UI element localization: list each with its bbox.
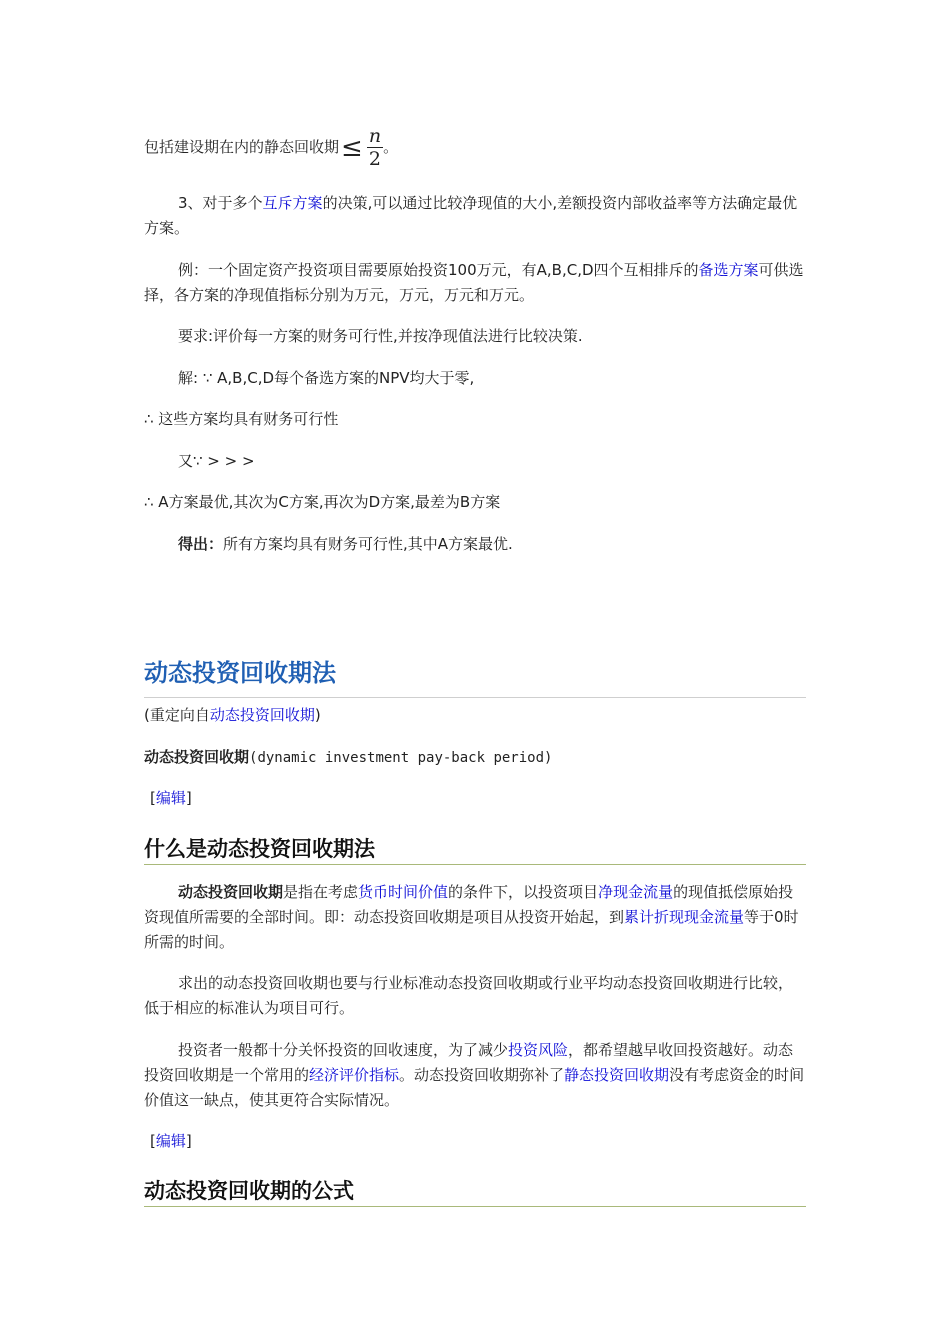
static-period-text: 包括建设期在内的静态回收期	[144, 138, 340, 156]
definition-text-3: 的现值抵偿原始投资现值所需要的全部时间。即：动态投资回收期是项目从投资开始起，到	[144, 883, 794, 926]
alternative-plan-link[interactable]: 备选方案	[698, 261, 759, 279]
edit-link[interactable]: 编辑	[155, 1132, 186, 1150]
definition-term: 动态投资回收期	[178, 883, 284, 901]
static-period-line	[144, 118, 398, 177]
investor-text-4: 没有考虑资金的时间价值这一缺点，使其更符合实际情况。	[144, 1066, 805, 1109]
investor-text-1: 投资者一般都十分关怀投资的回收速度，为了减少	[178, 1041, 509, 1059]
fraction-denominator: 2	[368, 148, 381, 170]
fraction-numerator: n	[368, 125, 382, 147]
investor-text-2: ，都希望越早收回投资越好。动态投资回收期是一个常用的	[144, 1041, 794, 1084]
definition-paragraph	[144, 880, 806, 955]
redirect-suffix: )	[314, 706, 321, 724]
definition-text-4: 等于0时所需的时间。	[144, 908, 799, 951]
requirement-text: 要求:评价每一方案的财务可行性,并按净现值法进行比较决策.	[178, 327, 583, 345]
therefore-ranking-text: ∴ A方案最优,其次为C方案,再次为D方案,最差为B方案	[144, 493, 501, 511]
formula-period: 。	[383, 138, 399, 156]
formula-heading: 动态投资回收期的公式	[144, 1176, 806, 1207]
point-3-prefix: 3、对于多个	[178, 194, 263, 212]
edit-link[interactable]: 编辑	[155, 789, 186, 807]
investment-risk-link[interactable]: 投资风险	[508, 1041, 569, 1059]
example-prefix: 例：一个固定资产投资项目需要原始投资100万元，有A,B,C,D四个互相排斥的	[178, 261, 699, 279]
definition-text-1: 是指在考虑	[283, 883, 359, 901]
net-cash-flow-link[interactable]: 净现金流量	[598, 883, 674, 901]
term-definition-line	[144, 745, 552, 771]
example-paragraph	[144, 258, 806, 308]
conclusion-text: 所有方案均具有财务可行性,其中A方案最优.	[223, 535, 513, 553]
cumulative-discounted-cash-flow-link[interactable]: 累计折现现金流量	[624, 908, 745, 926]
term-bold: 动态投资回收期	[144, 748, 250, 766]
point-3-suffix: 的决策,可以通过比较净现值的大小,差额投资内部收益率等方法确定最优方案。	[144, 194, 798, 237]
conclusion-paragraph	[144, 532, 806, 557]
therefore-feasible-text: ∴ 这些方案均具有财务可行性	[144, 410, 339, 428]
edit-section-1: [编辑]	[150, 789, 192, 807]
static-payback-link[interactable]: 静态投资回收期	[564, 1066, 670, 1084]
edit-section-2: [编辑]	[150, 1132, 192, 1150]
fraction-n-over-2	[367, 125, 383, 170]
example-suffix: 可供选择，各方案的净现值指标分别为万元，万元，万元和万元。	[144, 261, 804, 304]
comparison-paragraph: 求出的动态投资回收期也要与行业标准动态投资回收期或行业平均动态投资回收期进行比较，低于相应的标准认为项目可行。	[144, 974, 794, 1017]
conclusion-label: 得出：	[178, 535, 224, 553]
point-3-paragraph	[144, 191, 806, 241]
section-title: 动态投资回收期法	[144, 655, 806, 698]
mutually-exclusive-link[interactable]: 互斥方案	[262, 194, 323, 212]
time-value-link[interactable]: 货币时间价值	[358, 883, 449, 901]
solution-text: 解: ∵ A,B,C,D每个备选方案的NPV均大于零,	[178, 369, 475, 387]
redirect-source-link[interactable]: 动态投资回收期	[209, 706, 315, 724]
redirect-note	[144, 703, 321, 728]
redirect-prefix: (重定向自	[144, 706, 210, 724]
again-comparison-text: 又∵ > > >	[178, 452, 255, 470]
term-english: (dynamic investment pay-back period)	[249, 750, 553, 766]
investor-paragraph	[144, 1038, 806, 1113]
investor-text-3: 。动态投资回收期弥补了	[399, 1066, 565, 1084]
definition-text-2: 的条件下，以投资项目	[448, 883, 599, 901]
leq-symbol: ≤	[341, 132, 363, 163]
what-is-heading: 什么是动态投资回收期法	[144, 834, 806, 865]
economic-indicator-link[interactable]: 经济评价指标	[309, 1066, 400, 1084]
